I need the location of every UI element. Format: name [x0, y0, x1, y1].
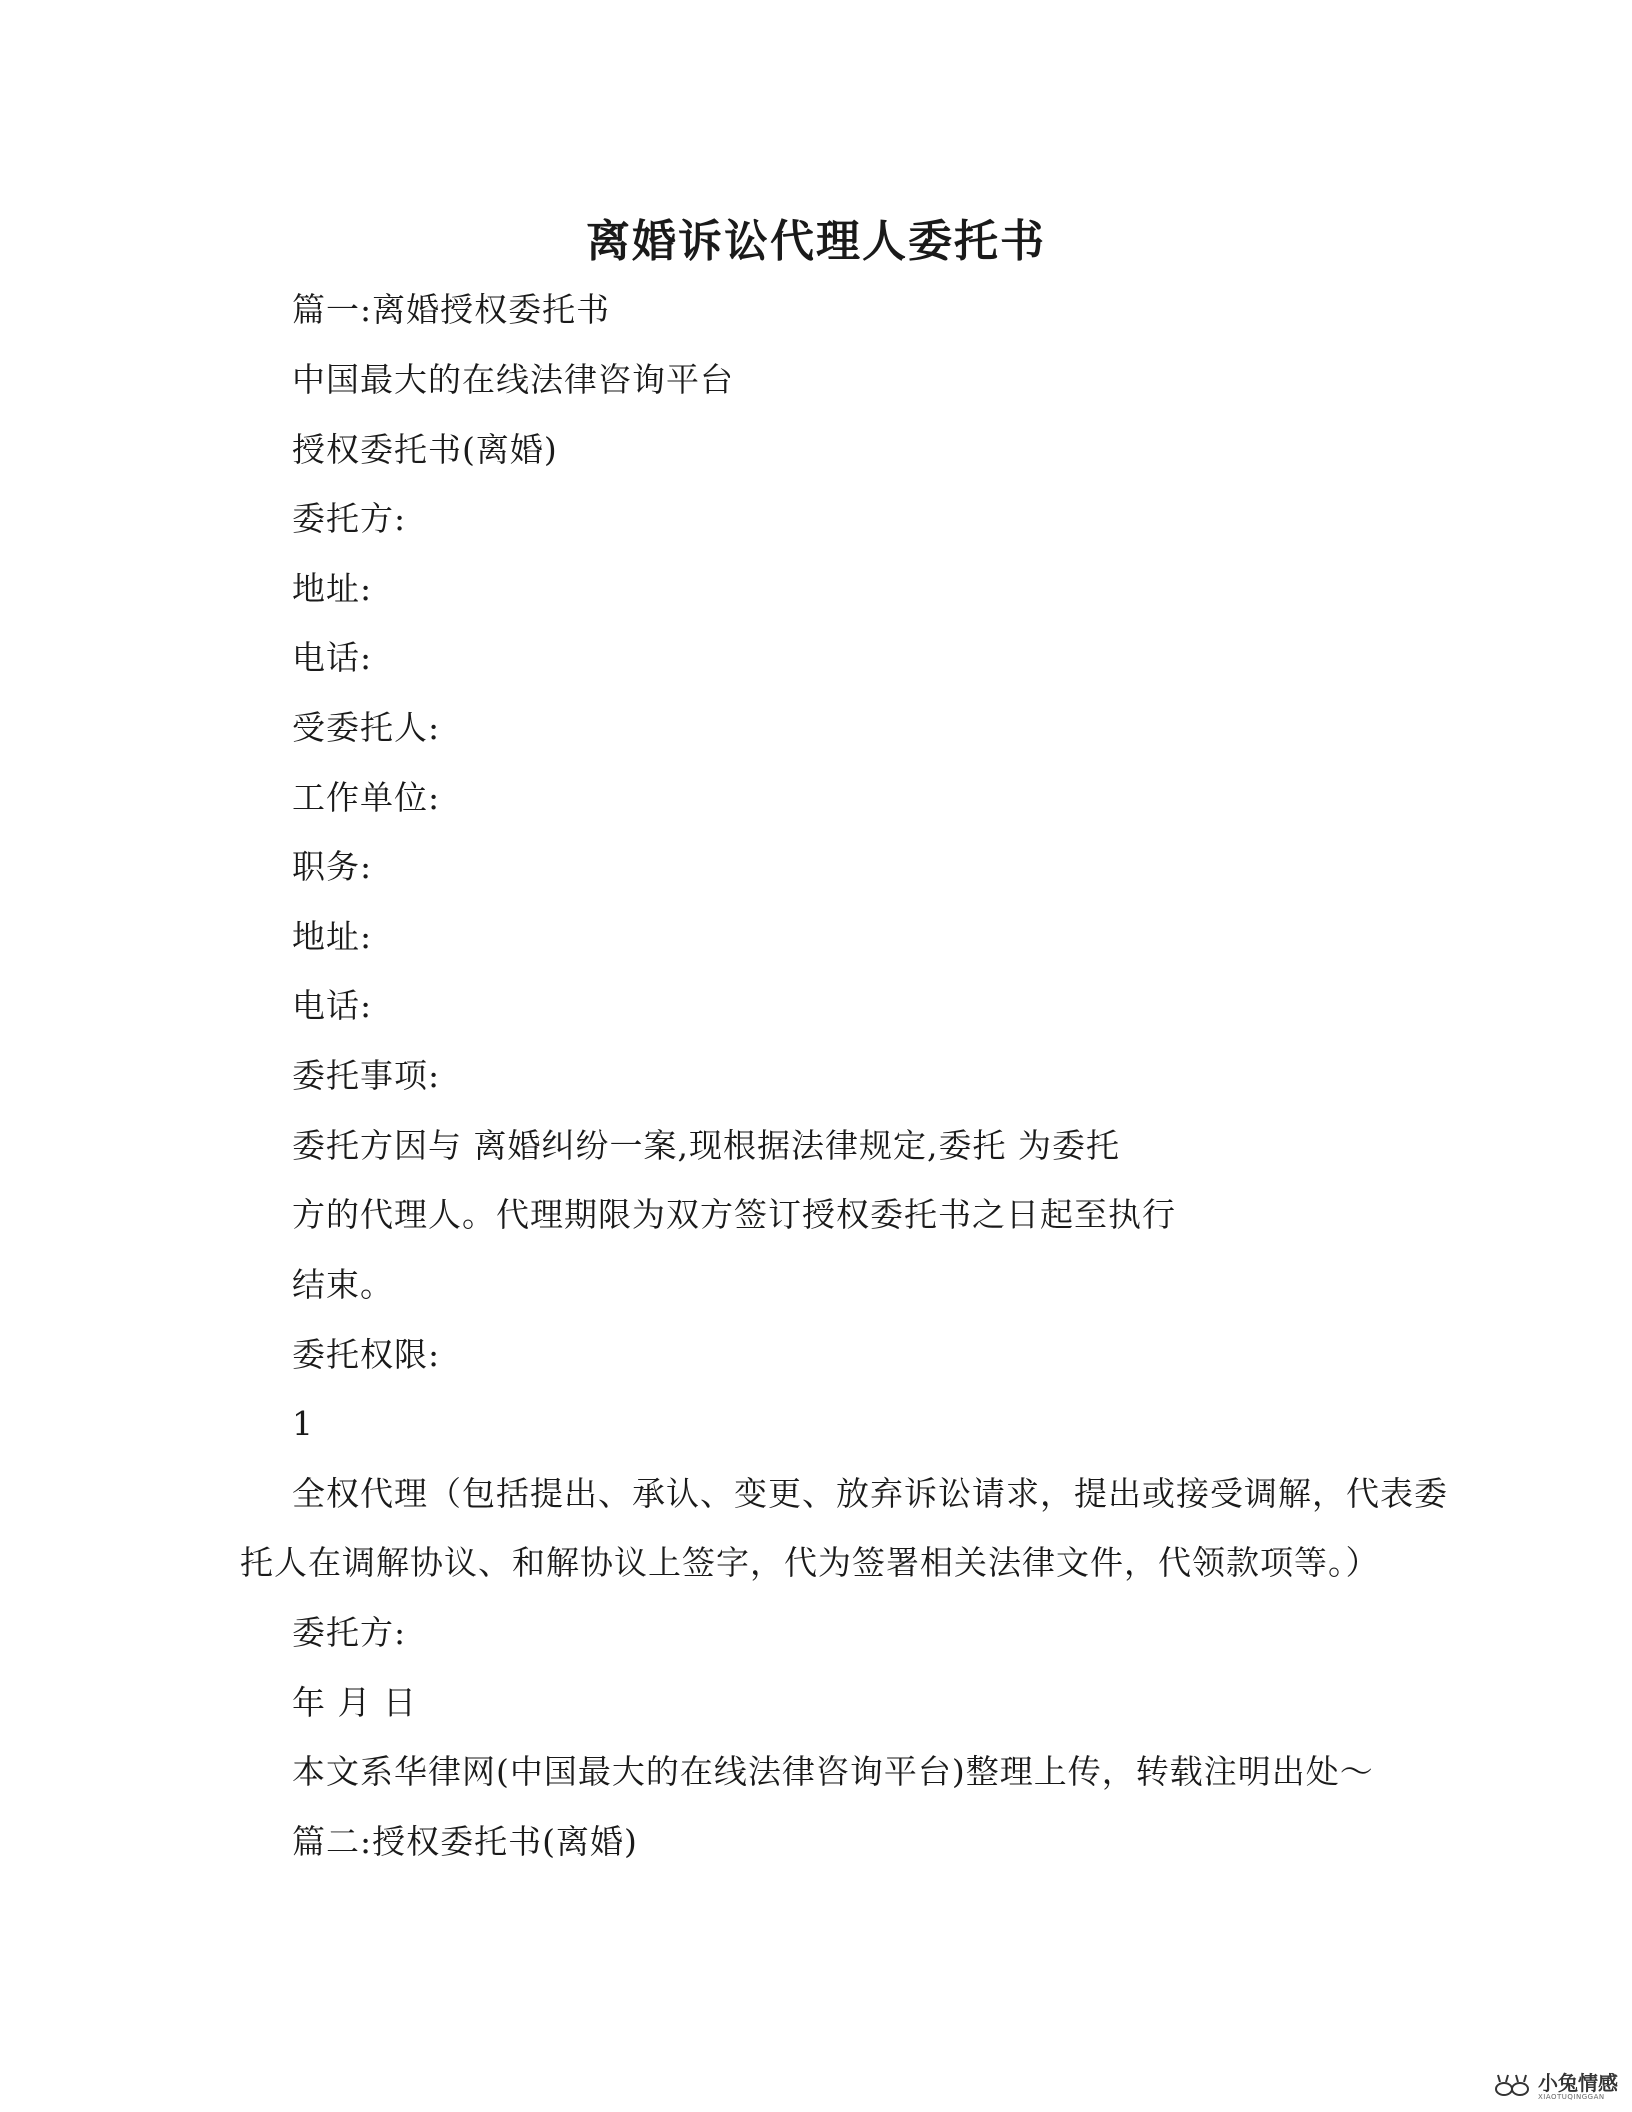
- field-matters: 委托事项:: [292, 1056, 441, 1095]
- field-phone: 电话:: [292, 638, 373, 677]
- document-title: 离婚诉讼代理人委托书: [586, 216, 1046, 267]
- signature-client: 委托方:: [292, 1613, 407, 1652]
- field-agent: 受委托人:: [292, 708, 441, 747]
- authority-number: 1: [292, 1404, 314, 1443]
- field-workplace: 工作单位:: [292, 778, 441, 817]
- rabbit-logo-icon: [1492, 2072, 1532, 2102]
- matters-text-2: 方的代理人。代理期限为双方签订授权委托书之日起至执行: [292, 1195, 1176, 1234]
- authority-text-1: 全权代理（包括提出、承认、变更、放弃诉讼请求，提出或接受调解，代表委: [292, 1474, 1448, 1513]
- platform-line: 中国最大的在线法律咨询平台: [292, 360, 734, 399]
- source-note: 本文系华律网(中国最大的在线法律咨询平台)整理上传，转载注明出处～: [292, 1752, 1374, 1791]
- field-position: 职务:: [292, 847, 373, 886]
- watermark-name: 小兔情感: [1538, 2070, 1618, 2095]
- matters-text-1: 委托方因与 离婚纠纷一案,现根据法律规定,委托 为委托: [292, 1126, 1120, 1165]
- field-agent-phone: 电话:: [292, 986, 373, 1025]
- field-client: 委托方:: [292, 499, 407, 538]
- matters-text-3: 结束。: [292, 1265, 394, 1304]
- field-authority: 委托权限:: [292, 1335, 441, 1374]
- form-heading: 授权委托书(离婚): [292, 430, 558, 469]
- section-heading-1: 篇一:离婚授权委托书: [292, 290, 611, 329]
- watermark-sub: XIAOTUQINGGAN: [1538, 2092, 1605, 2101]
- signature-date: 年 月 日: [292, 1683, 417, 1722]
- site-watermark: [1492, 2072, 1618, 2102]
- field-address: 地址:: [292, 569, 373, 608]
- authority-text-2: 托人在调解协议、和解协议上签字，代为签署相关法律文件，代领款项等。）: [240, 1543, 1380, 1582]
- field-agent-address: 地址:: [292, 917, 373, 956]
- section-heading-2: 篇二:授权委托书(离婚): [292, 1822, 638, 1861]
